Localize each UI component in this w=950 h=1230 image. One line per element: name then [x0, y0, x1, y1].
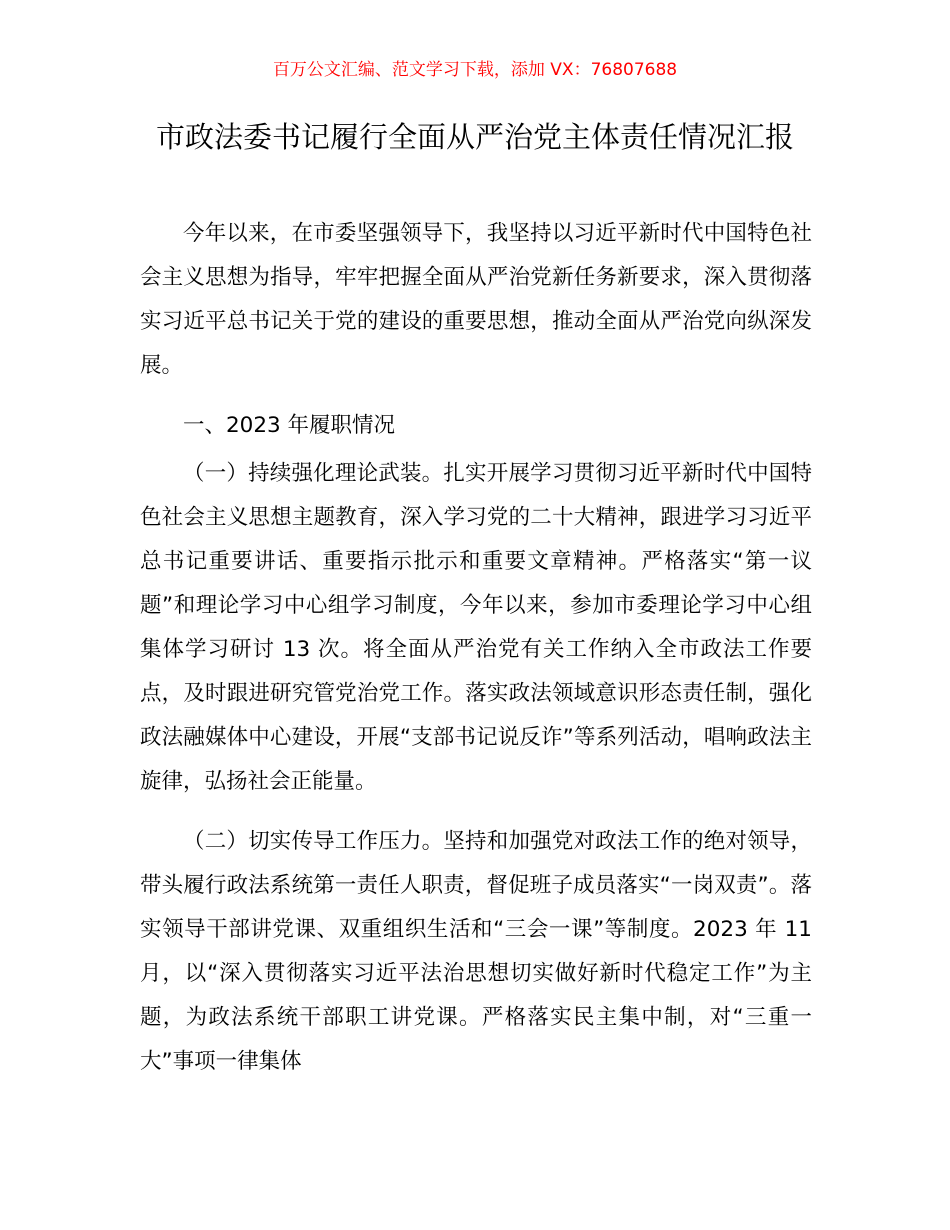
watermark-text: 百万公文汇编、范文学习下载，添加 VX：76807688: [272, 60, 678, 80]
section-heading: 一、2023 年履职情况: [183, 413, 396, 438]
document-body: [140, 212, 812, 1100]
intro-paragraph: 今年以来，在市委坚强领导下，我坚持以习近平新时代中国特色社会主义思想为指导，牢牢把握全面从严治党新任务新要求，深入贯彻落实习近平总书记关于党的建设的重要思想，推动全面从严治党向纵深发展。: [140, 221, 812, 378]
subsection-paragraph-1: （一）持续强化理论武装。扎实开展学习贯彻习近平新时代中国特色社会主义思想主题教育，深入学习党的二十大精神，跟进学习习近平总书记重要讲话、重要指示批示和重要文章精神。严格落实“第一议题”和理论学习中心组学习制度，今年以来，参加市委理论学习中心组集体学习研讨 13 次。将全面从严治党有关工作纳入全市政法工作要点，及时跟进研究管党治党工作。落实政法领域意识形态责任制，强化政法融媒体中心建设，开展“支部书记说反诈”等系列活动，唱响政法主旋律，弘扬社会正能量。: [140, 461, 812, 794]
subsection-paragraph-2: （二）切实传导工作压力。坚持和加强党对政法工作的绝对领导，带头履行政法系统第一责任人职责，督促班子成员落实“一岗双责”。落实领导干部讲党课、双重组织生活和“三会一课”等制度。2023 年 11 月，以“深入贯彻落实习近平法治思想切实做好新时代稳定工作”为主题，为政法系统干部职工讲党课。严格落实民主集中制，对“三重一大”事项一律集体: [140, 829, 812, 1074]
document-title: 市政法委书记履行全面从严治党主体责任情况汇报: [155, 120, 794, 154]
